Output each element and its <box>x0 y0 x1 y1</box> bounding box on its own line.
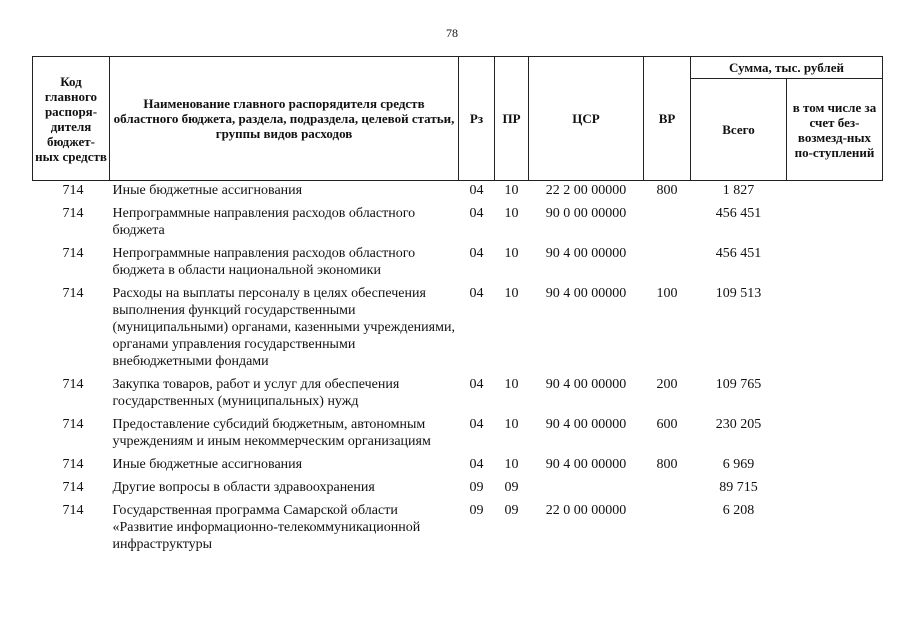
cell-vr: 800 <box>656 457 678 472</box>
cell-rz: 09 <box>469 503 484 518</box>
cell-vr <box>644 205 691 245</box>
cell-total: 230 205 <box>715 417 762 432</box>
cell-code: 714 <box>62 480 84 495</box>
cell-pr: 10 <box>504 246 519 261</box>
cell-code: 714 <box>62 206 84 221</box>
cell-csr: 90 0 00 00000 <box>545 206 627 221</box>
cell-code: 714 <box>62 503 84 518</box>
cell-pr: 09 <box>504 480 519 495</box>
cell-total: 456 451 <box>715 246 762 261</box>
cell-incl <box>787 245 883 285</box>
cell-vr <box>644 245 691 285</box>
table-row <box>33 205 883 245</box>
cell-code: 714 <box>62 246 84 261</box>
cell-incl <box>787 181 883 206</box>
header-name: Наименование главного распорядителя средств областного бюджета, раздела, подраздела, целевой статьи, группы видов расходов <box>110 57 459 181</box>
cell-incl <box>787 416 883 456</box>
cell-incl <box>787 456 883 479</box>
header-sum: Сумма, тыс. рублей <box>691 57 883 79</box>
cell-incl <box>787 376 883 416</box>
cell-total: 1 827 <box>722 183 755 198</box>
cell-vr <box>644 502 691 559</box>
cell-vr: 100 <box>656 286 678 301</box>
cell-total: 89 715 <box>719 480 758 495</box>
cell-csr: 90 4 00 00000 <box>545 457 627 472</box>
header-total: Всего <box>691 79 787 181</box>
cell-vr: 200 <box>656 377 678 392</box>
cell-csr: 90 4 00 00000 <box>545 286 627 301</box>
cell-total: 456 451 <box>715 206 762 221</box>
cell-total: 6 208 <box>722 503 755 518</box>
cell-vr: 800 <box>656 183 678 198</box>
table-row <box>33 456 883 479</box>
cell-pr: 09 <box>504 503 519 518</box>
cell-code: 714 <box>62 457 84 472</box>
table-row <box>33 181 883 206</box>
cell-incl <box>787 479 883 502</box>
cell-pr: 10 <box>504 377 519 392</box>
cell-rz: 04 <box>469 457 484 472</box>
cell-pr: 10 <box>504 417 519 432</box>
table-row <box>33 502 883 559</box>
cell-code: 714 <box>62 286 84 301</box>
cell-name: Иные бюджетные ассигнования <box>112 457 303 472</box>
cell-incl <box>787 285 883 376</box>
cell-rz: 04 <box>469 246 484 261</box>
cell-pr: 10 <box>504 206 519 221</box>
cell-total: 109 765 <box>715 377 762 392</box>
cell-name: Иные бюджетные ассигнования <box>112 183 303 198</box>
table-row <box>33 245 883 285</box>
cell-rz: 04 <box>469 206 484 221</box>
budget-table <box>32 56 883 559</box>
cell-name: Государственная программа Самарской области «Развитие информационно-телекоммуникационной инфраструктуры <box>112 503 421 552</box>
header-csr: ЦСР <box>529 57 644 181</box>
table-row <box>33 416 883 456</box>
cell-csr <box>529 479 644 502</box>
cell-name: Непрограммные направления расходов областного бюджета <box>112 206 416 238</box>
cell-rz: 09 <box>469 480 484 495</box>
cell-incl <box>787 502 883 559</box>
table-row <box>33 285 883 376</box>
cell-total: 6 969 <box>722 457 755 472</box>
cell-csr: 90 4 00 00000 <box>545 377 627 392</box>
cell-csr: 90 4 00 00000 <box>545 246 627 261</box>
cell-code: 714 <box>62 417 84 432</box>
cell-name: Закупка товаров, работ и услуг для обеспечения государственных (муниципальных) нужд <box>112 377 400 409</box>
cell-pr: 10 <box>504 457 519 472</box>
cell-name: Непрограммные направления расходов областного бюджета в области национальной экономики <box>112 246 416 278</box>
header-incl: в том числе за счет без-возмезд-ных по-ступлений <box>787 79 883 181</box>
cell-csr: 90 4 00 00000 <box>545 417 627 432</box>
cell-rz: 04 <box>469 286 484 301</box>
table-row <box>33 479 883 502</box>
cell-rz: 04 <box>469 377 484 392</box>
cell-name: Предоставление субсидий бюджетным, автономным учреждениям и иным некоммерческим организациям <box>112 417 431 449</box>
cell-pr: 10 <box>504 183 519 198</box>
cell-incl <box>787 205 883 245</box>
cell-code: 714 <box>62 377 84 392</box>
cell-name: Расходы на выплаты персоналу в целях обеспечения выполнения функций государственными (муниципальными) органами, казенными учреждениями, органами управления государственными внебюджетными фондами <box>112 286 455 369</box>
cell-vr: 600 <box>656 417 678 432</box>
cell-rz: 04 <box>469 417 484 432</box>
header-vr: ВР <box>644 57 691 181</box>
cell-name: Другие вопросы в области здравоохранения <box>112 480 375 495</box>
table-row <box>33 376 883 416</box>
cell-pr: 10 <box>504 286 519 301</box>
cell-csr: 22 0 00 00000 <box>545 503 627 518</box>
cell-csr: 22 2 00 00000 <box>545 183 627 198</box>
cell-rz: 04 <box>469 183 484 198</box>
cell-code: 714 <box>62 183 84 198</box>
cell-vr <box>644 479 691 502</box>
header-rz: Рз <box>459 57 495 181</box>
header-pr: ПР <box>495 57 529 181</box>
header-code: Код главного распоря-дителя бюджет-ных средств <box>33 57 110 181</box>
cell-total: 109 513 <box>715 286 762 301</box>
page-number: 78 <box>446 26 458 40</box>
